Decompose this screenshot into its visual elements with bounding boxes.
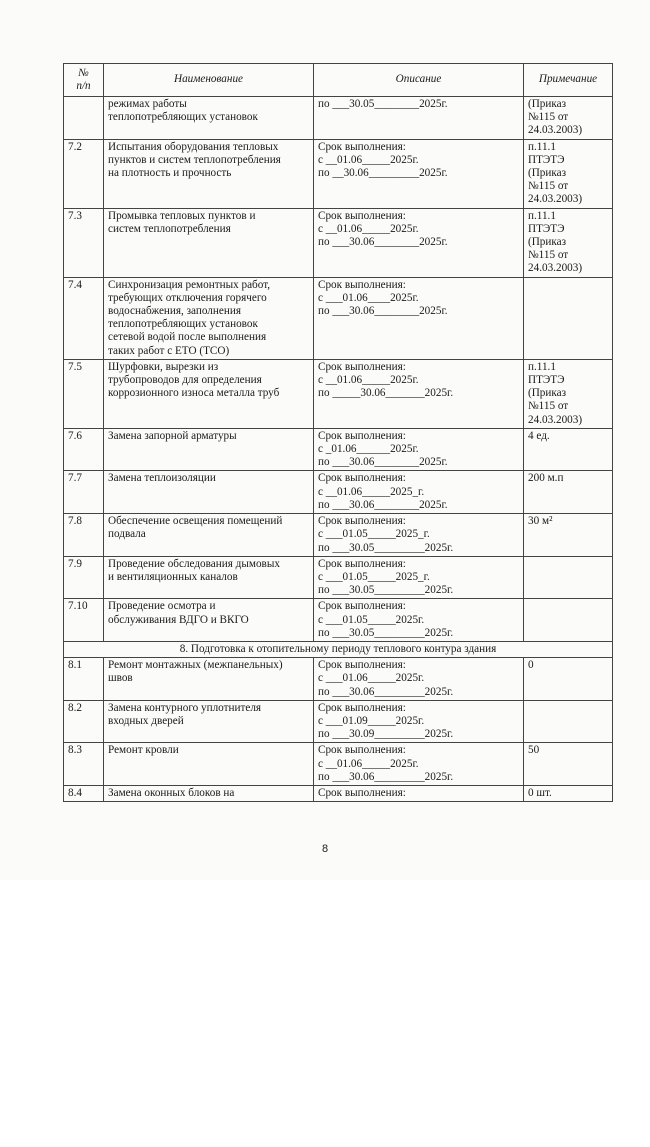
row-number-line: 8.3: [68, 744, 82, 757]
row-description-line: Срок выполнения:: [318, 472, 406, 485]
row-note-line: (Приказ: [528, 167, 567, 180]
row-description-line: Срок выполнения:: [318, 515, 406, 528]
row-description-line: по ___30.06________2025г.: [318, 236, 448, 249]
row-name-line: подвала: [108, 528, 146, 541]
row-note-line: 30 м²: [528, 515, 553, 528]
row-description-line: по ___30.05________2025г.: [318, 98, 448, 110]
row-number-line: 7.2: [68, 140, 82, 153]
row-note-line: ПТЭТЭ: [528, 153, 565, 166]
table-row: [64, 658, 613, 701]
row-note-line: п.11.1: [528, 360, 556, 373]
row-note: [524, 599, 613, 642]
row-note-line: №115 от: [528, 249, 569, 262]
row-name: [104, 658, 314, 701]
row-name-line: Проведение осмотра и: [108, 600, 216, 613]
row-note-line: 4 ед.: [528, 429, 550, 442]
row-name-line: Обеспечение освещения помещений: [108, 515, 283, 528]
header-desc: Описание: [314, 64, 524, 97]
row-note-line: (Приказ: [528, 236, 567, 249]
header-note: Примечание: [524, 64, 613, 97]
row-name-line: теплопотребляющих установок: [108, 318, 258, 331]
row-note-line: 0 шт.: [528, 786, 552, 799]
row-number: [64, 277, 104, 359]
row-note-line: 0: [528, 659, 534, 672]
row-description-line: с __01.06_____2025г.: [318, 222, 419, 235]
row-name: [104, 208, 314, 277]
row-number: [64, 599, 104, 642]
row-note: [524, 785, 613, 801]
row-number-line: 8.1: [68, 659, 82, 672]
row-description: [314, 599, 524, 642]
row-note: [524, 97, 613, 140]
row-name: [104, 700, 314, 743]
row-name-line: швов: [108, 672, 133, 685]
row-description: [314, 514, 524, 557]
row-description: [314, 556, 524, 599]
row-number: [64, 139, 104, 208]
row-note-line: №115 от: [528, 400, 569, 413]
row-description-line: Срок выполнения:: [318, 786, 406, 799]
table-row: [64, 785, 613, 801]
row-note-line: п.11.1: [528, 209, 556, 222]
row-name-line: Промывка тепловых пунктов и: [108, 209, 256, 222]
table-header-row: [64, 64, 613, 97]
row-description: [314, 785, 524, 801]
row-name: [104, 743, 314, 786]
row-name: [104, 471, 314, 514]
row-note: [524, 139, 613, 208]
row-name: [104, 556, 314, 599]
row-description: [314, 359, 524, 428]
row-description-line: по ___30.09_________2025г.: [318, 728, 454, 741]
row-name-line: режимах работы: [108, 98, 187, 110]
row-number: [64, 471, 104, 514]
row-note-line: п.11.1: [528, 140, 556, 153]
row-number: [64, 743, 104, 786]
row-description-line: по ___30.06_________2025г.: [318, 770, 454, 783]
row-note: [524, 428, 613, 471]
table-row: [64, 700, 613, 743]
row-name-line: на плотность и прочность: [108, 167, 232, 180]
row-description-line: с ___01.09_____2025г.: [318, 714, 425, 727]
row-note-line: ПТЭТЭ: [528, 222, 565, 235]
row-description-line: по _____30.06_______2025г.: [318, 387, 454, 400]
row-description-line: по ___30.05_________2025г.: [318, 584, 454, 597]
table-row: [64, 599, 613, 642]
row-description: [314, 208, 524, 277]
row-number: [64, 359, 104, 428]
row-description-line: с ___01.06_____2025г.: [318, 672, 425, 685]
row-name-line: таких работ с ЕТО (ТСО): [108, 344, 230, 357]
row-description-line: по ___30.06_________2025г.: [318, 685, 454, 698]
table-row: [64, 556, 613, 599]
row-note: [524, 743, 613, 786]
row-description: [314, 471, 524, 514]
row-number-line: 7.7: [68, 472, 82, 485]
row-description-line: по __30.06_________2025г.: [318, 167, 448, 180]
row-description-line: с _01.06______2025г.: [318, 443, 419, 456]
section-title: 8. Подготовка к отопительному периоду теплового контура здания: [64, 641, 613, 657]
row-name-line: Синхронизация ремонтных работ,: [108, 278, 271, 291]
header-num-line: п/п: [76, 80, 91, 92]
row-name: [104, 277, 314, 359]
row-number-line: 8.2: [68, 701, 82, 714]
row-name-line: Ремонт монтажных (межпанельных): [108, 659, 283, 672]
row-description-line: с __01.06_____2025г.: [318, 374, 419, 387]
row-note-line: 50: [528, 744, 540, 757]
row-number: [64, 514, 104, 557]
table-row: [64, 277, 613, 359]
row-note-line: ПТЭТЭ: [528, 374, 565, 387]
row-name-line: водоснабжения, заполнения: [108, 305, 241, 318]
row-description-line: с ___01.05_____2025г.: [318, 613, 425, 626]
row-description-line: по ___30.06________2025г.: [318, 305, 448, 318]
row-description-line: с __01.06_____2025_г.: [318, 485, 425, 498]
row-name-line: Шурфовки, вырезки из: [108, 360, 219, 373]
row-number-line: 7.8: [68, 515, 82, 528]
row-note: [524, 556, 613, 599]
row-name-line: систем теплопотребления: [108, 222, 231, 235]
row-number: [64, 428, 104, 471]
header-name: Наименование: [104, 64, 314, 97]
row-number: [64, 208, 104, 277]
row-description-line: Срок выполнения:: [318, 360, 406, 373]
row-note: [524, 514, 613, 557]
table-row: [64, 514, 613, 557]
row-name: [104, 359, 314, 428]
row-number-line: 8.4: [68, 786, 82, 799]
row-number: [64, 785, 104, 801]
row-note-line: 24.03.2003): [528, 413, 583, 426]
row-description: [314, 97, 524, 140]
row-description-line: Срок выполнения:: [318, 140, 406, 153]
row-name-line: Замена теплоизоляции: [108, 472, 216, 485]
row-name: [104, 599, 314, 642]
row-description: [314, 139, 524, 208]
row-name: [104, 428, 314, 471]
row-description: [314, 277, 524, 359]
row-name-line: трубопроводов для определения: [108, 374, 262, 387]
row-description-line: с __01.06_____2025г.: [318, 757, 419, 770]
row-name: [104, 785, 314, 801]
row-name-line: и вентиляционных каналов: [108, 570, 238, 583]
row-description-line: по ___30.05_________2025г.: [318, 626, 454, 639]
row-name-line: Замена запорной арматуры: [108, 429, 237, 442]
row-number: [64, 658, 104, 701]
row-name: [104, 139, 314, 208]
row-name: [104, 97, 314, 140]
row-number: [64, 556, 104, 599]
section-row: [64, 641, 613, 657]
table-row: [64, 97, 613, 140]
row-note-line: (Приказ: [528, 98, 567, 110]
row-name-line: сетевой водой после выполнения: [108, 331, 267, 344]
row-description-line: по ___30.06________2025г.: [318, 498, 448, 511]
row-number-line: 7.5: [68, 360, 82, 373]
row-note: [524, 471, 613, 514]
row-description-line: с ___01.05_____2025_г.: [318, 528, 430, 541]
row-note-line: (Приказ: [528, 387, 567, 400]
row-description-line: Срок выполнения:: [318, 600, 406, 613]
work-plan-table: [63, 63, 613, 802]
row-number-line: 7.6: [68, 429, 82, 442]
row-number: [64, 700, 104, 743]
row-name-line: пунктов и систем теплопотребления: [108, 153, 281, 166]
row-number: [64, 97, 104, 140]
row-name-line: требующих отключения горячего: [108, 291, 267, 304]
row-name-line: Замена оконных блоков на: [108, 786, 235, 799]
row-name-line: Испытания оборудования тепловых: [108, 140, 279, 153]
table-row: [64, 208, 613, 277]
row-note: [524, 700, 613, 743]
row-description-line: с __01.06_____2025г.: [318, 153, 419, 166]
row-name-line: Ремонт кровли: [108, 744, 179, 757]
row-name-line: Проведение обследования дымовых: [108, 557, 280, 570]
row-name-line: входных дверей: [108, 714, 184, 727]
row-note: [524, 359, 613, 428]
row-description-line: Срок выполнения:: [318, 557, 406, 570]
row-description: [314, 658, 524, 701]
page-number: 8: [321, 843, 329, 855]
row-description-line: по ___30.05_________2025г.: [318, 541, 454, 554]
table-row: [64, 471, 613, 514]
row-number-line: 7.10: [68, 600, 88, 613]
row-name-line: Замена контурного уплотнителя: [108, 701, 262, 714]
row-note-line: №115 от: [528, 180, 569, 193]
row-description-line: Срок выполнения:: [318, 429, 406, 442]
row-description-line: Срок выполнения:: [318, 701, 406, 714]
row-name-line: коррозионного износа металла труб: [108, 387, 280, 400]
row-name: [104, 514, 314, 557]
row-name-line: обслуживания ВДГО и ВКГО: [108, 613, 249, 626]
row-note-line: №115 от: [528, 111, 569, 124]
row-note-line: 24.03.2003): [528, 124, 583, 137]
row-note-line: 24.03.2003): [528, 193, 583, 206]
table-row: [64, 139, 613, 208]
row-description: [314, 428, 524, 471]
row-name-line: теплопотребляющих установок: [108, 111, 258, 124]
row-description-line: по ___30.06________2025г.: [318, 456, 448, 469]
row-description-line: Срок выполнения:: [318, 744, 406, 757]
table-row: [64, 428, 613, 471]
header-num: [64, 64, 104, 97]
row-note: [524, 277, 613, 359]
row-note-line: 24.03.2003): [528, 262, 583, 275]
row-note-line: 200 м.п: [528, 472, 564, 485]
row-number-line: 7.4: [68, 278, 82, 291]
row-description-line: Срок выполнения:: [318, 659, 406, 672]
table-row: [64, 359, 613, 428]
header-num-text: [67, 67, 100, 93]
row-description: [314, 743, 524, 786]
row-description-line: Срок выполнения:: [318, 209, 406, 222]
row-note: [524, 658, 613, 701]
header-num-line: №: [78, 66, 89, 79]
row-note: [524, 208, 613, 277]
row-description-line: с ___01.06____2025г.: [318, 291, 419, 304]
row-number-line: 7.9: [68, 557, 82, 570]
row-description-line: с ___01.05_____2025_г.: [318, 570, 430, 583]
row-description: [314, 700, 524, 743]
row-description-line: Срок выполнения:: [318, 278, 406, 291]
table-row: [64, 743, 613, 786]
row-number-line: 7.3: [68, 209, 82, 222]
